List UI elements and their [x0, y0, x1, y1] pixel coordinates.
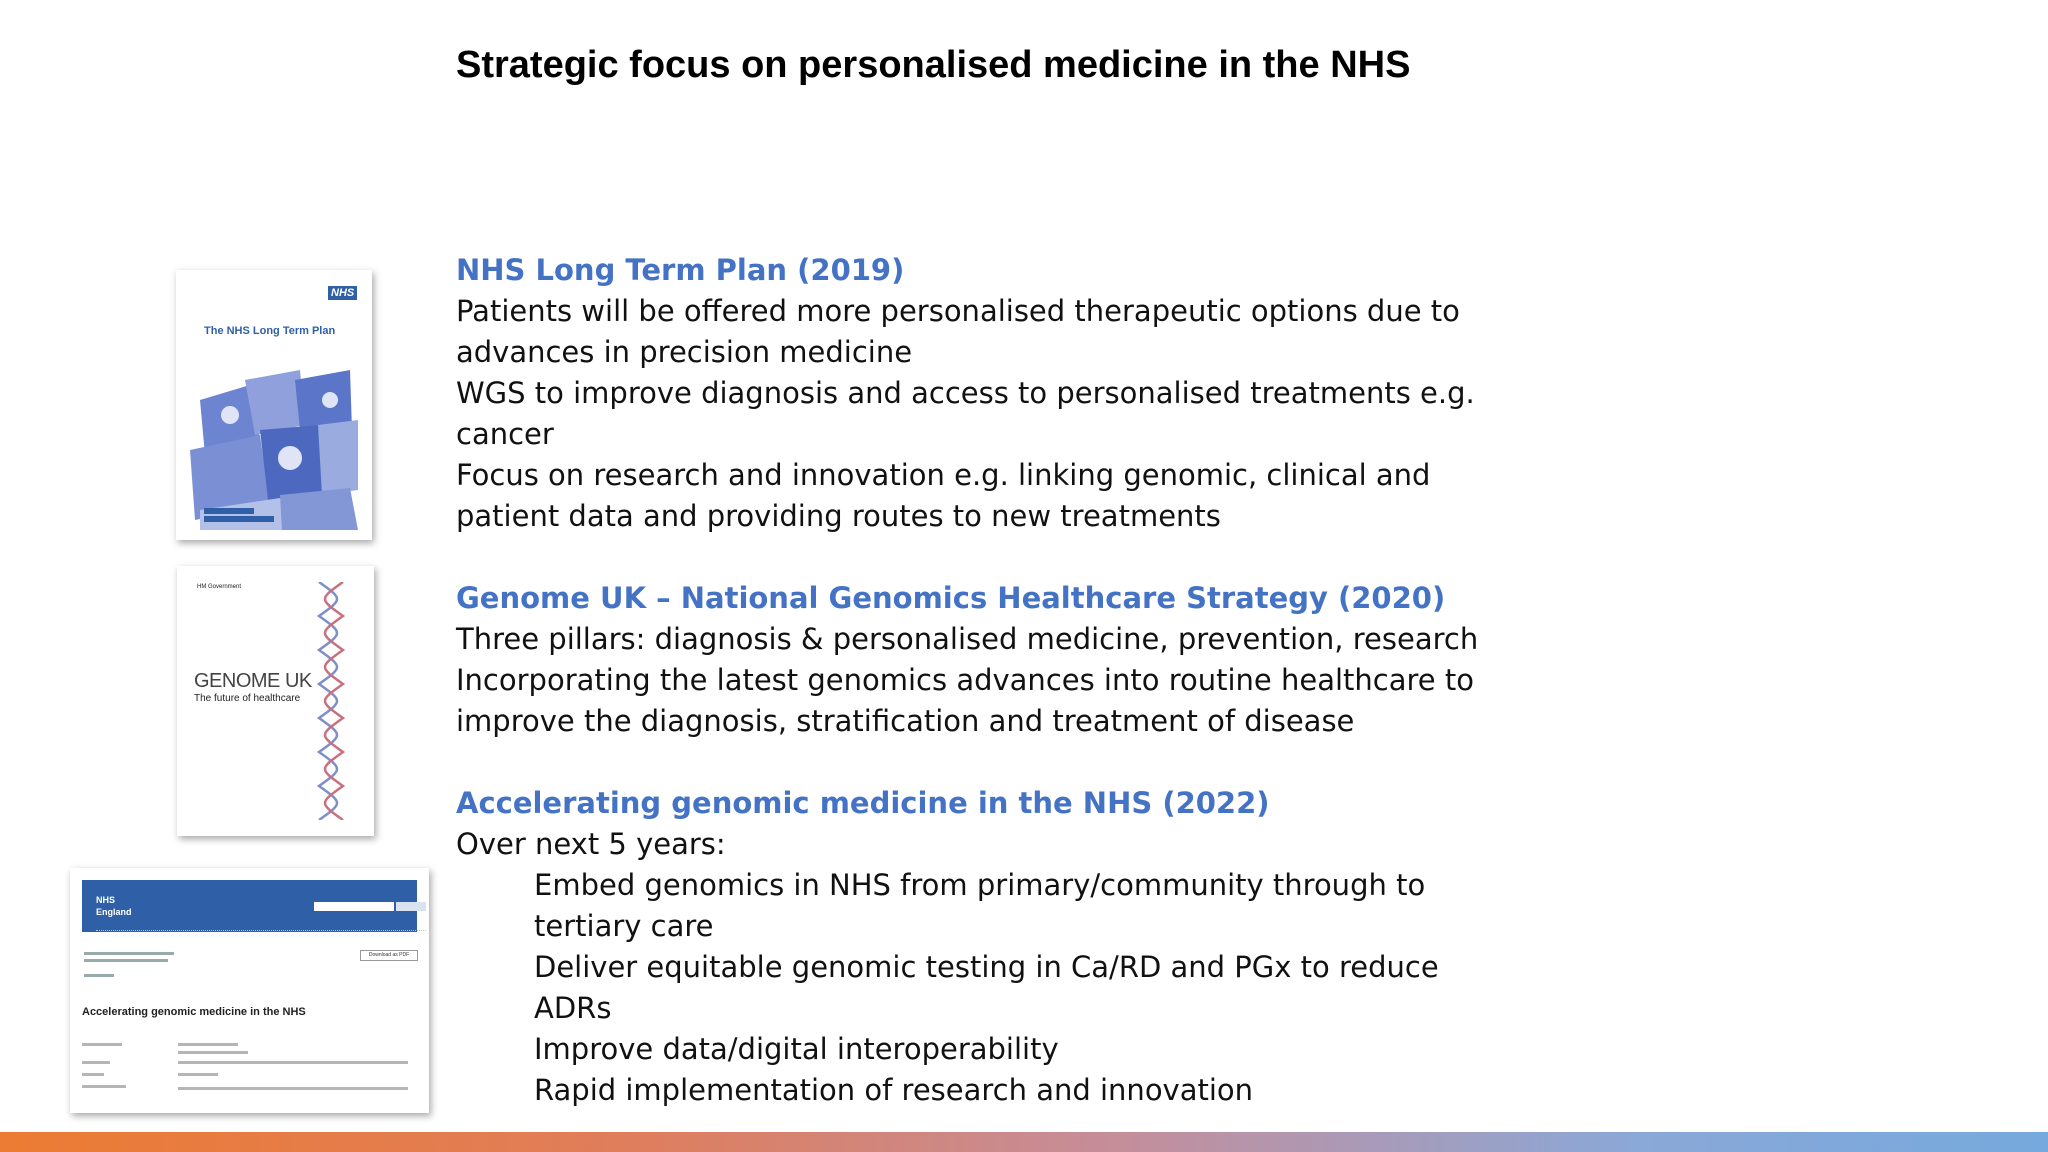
- body-line: cancer: [456, 417, 554, 451]
- cover-title: GENOME UK: [194, 670, 312, 692]
- indented-line: Improve data/digital interoperability: [534, 1032, 1059, 1066]
- indented-line: Deliver equitable genomic testing in Ca/RD and PGx to reduce: [534, 950, 1439, 984]
- search-input: [314, 902, 394, 911]
- slide-body: [456, 250, 1479, 1111]
- body-line: Patients will be offered more personalised therapeutic options due to: [456, 294, 1460, 328]
- page-header: [82, 880, 417, 932]
- accelerating-genomic-medicine-page: [70, 868, 429, 1113]
- section-heading-genome-uk: Genome UK – National Genomics Healthcare Strategy (2020): [456, 581, 1446, 615]
- body-line: Three pillars: diagnosis & personalised medicine, prevention, research: [456, 622, 1479, 656]
- publication-meta: [84, 948, 204, 981]
- indented-line: ADRs: [534, 991, 612, 1025]
- section-heading-long-term-plan: NHS Long Term Plan (2019): [456, 253, 905, 287]
- download-pdf-button: Download as PDF: [360, 950, 418, 961]
- photo-collage: [190, 370, 358, 530]
- search-button: [396, 902, 426, 911]
- dna-helix-icon: [311, 582, 351, 820]
- body-line: advances in precision medicine: [456, 335, 913, 369]
- nhs-logo: NHS: [96, 895, 116, 905]
- indented-line: Rapid implementation of research and innovation: [534, 1073, 1254, 1107]
- page-doc-title: Accelerating genomic medicine in the NHS: [82, 1006, 306, 1018]
- genome-uk-cover: [177, 566, 374, 836]
- body-line: Incorporating the latest genomics advances into routine healthcare to: [456, 663, 1474, 697]
- slide-title: Strategic focus on personalised medicine in the NHS: [456, 44, 1411, 86]
- brand-name: England: [96, 907, 132, 917]
- nav-bar: [96, 930, 426, 936]
- body-line: improve the diagnosis, stratification and treatment of disease: [456, 704, 1355, 738]
- nhs-england-logo: [96, 894, 132, 918]
- indented-line: tertiary care: [534, 909, 714, 943]
- body-line: WGS to improve diagnosis and access to personalised treatments e.g.: [456, 376, 1475, 410]
- indented-line: Embed genomics in NHS from primary/community through to: [534, 868, 1426, 902]
- footer-gradient-bar: [0, 1132, 2048, 1152]
- cover-subtitle: The future of healthcare: [194, 693, 301, 704]
- body-line: patient data and providing routes to new treatments: [456, 499, 1221, 533]
- long-term-plan-cover: [176, 270, 372, 540]
- page-body-lines: [82, 1043, 412, 1103]
- nhs-logo: NHS: [328, 286, 357, 300]
- body-line-intro: Over next 5 years:: [456, 827, 726, 861]
- cover-title: The NHS Long Term Plan: [204, 325, 336, 337]
- publisher-mark: HM Government: [197, 584, 242, 590]
- section-heading-accelerating: Accelerating genomic medicine in the NHS (2022): [456, 786, 1270, 820]
- body-line: Focus on research and innovation e.g. linking genomic, clinical and: [456, 458, 1431, 492]
